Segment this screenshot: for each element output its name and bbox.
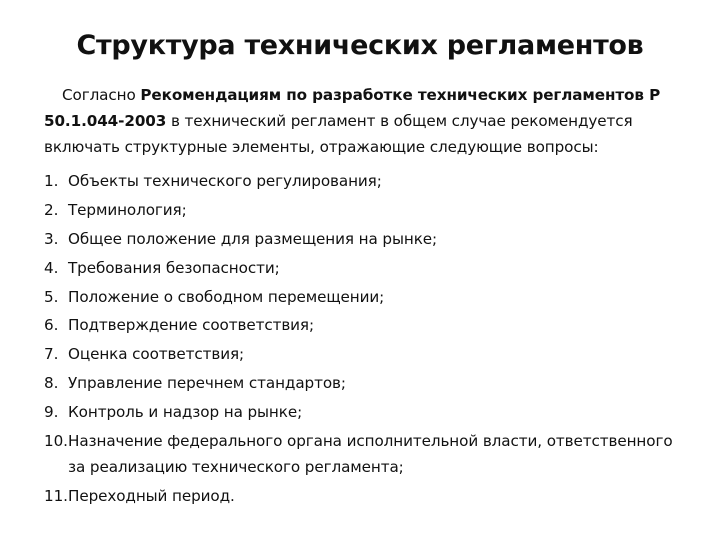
- list-item: [44, 284, 694, 310]
- list-item-text: Объекты технического регулирования;: [68, 172, 382, 190]
- list-item-number: 3.: [44, 229, 59, 248]
- intro-paragraph: [44, 82, 684, 160]
- page-title: Структура технических регламентов: [76, 30, 644, 61]
- list-item-number: 8.: [44, 374, 59, 393]
- list-item: [44, 226, 694, 252]
- list-item-number: 11.: [44, 486, 68, 505]
- list-item: [44, 483, 694, 509]
- list-item: [44, 370, 694, 396]
- list-item-number: 10.: [44, 432, 68, 451]
- structure-list: [44, 168, 694, 512]
- list-item: [44, 168, 694, 194]
- list-item-number: 7.: [44, 345, 59, 364]
- list-item-text: Переходный период.: [68, 486, 235, 505]
- list-item-text: Контроль и надзор на рынке;: [68, 403, 303, 422]
- list-item-number: 2.: [44, 200, 59, 219]
- list-item-text: Положение о свободном перемещении;: [68, 287, 385, 306]
- list-item-text: Общее положение для размещения на рынке;: [68, 229, 438, 248]
- list-item-text: Назначение федерального органа исполнительной власти, ответственного за реализацию технического регламента;: [68, 432, 673, 477]
- list-item-number: 4.: [44, 258, 59, 277]
- list-item-text: Оценка соответствия;: [68, 345, 245, 364]
- list-item-text: Подтверждение соответствия;: [68, 316, 314, 335]
- list-item-number: 6.: [44, 316, 59, 335]
- list-item: [44, 428, 694, 480]
- intro-trailing-text: в технический регламент в общем случае рекомендуется включать структурные элементы, отражающие следующие вопросы:: [44, 112, 633, 156]
- intro-document-reference: Рекомендациям по разработке технических регламентов Р 50.1.044-2003: [44, 86, 661, 130]
- list-item: [44, 312, 694, 338]
- list-item-text: Требования безопасности;: [68, 258, 280, 277]
- list-item-text: Терминология;: [68, 200, 187, 219]
- list-item: [44, 399, 694, 425]
- list-item-number: 1.: [44, 172, 59, 190]
- intro-lead-text: Согласно: [62, 86, 141, 104]
- list-item: [44, 197, 694, 223]
- list-item: [44, 341, 694, 367]
- list-item-number: 9.: [44, 403, 59, 422]
- list-item-number: 5.: [44, 287, 59, 306]
- list-item: [44, 255, 694, 281]
- list-item-text: Управление перечнем стандартов;: [68, 374, 346, 393]
